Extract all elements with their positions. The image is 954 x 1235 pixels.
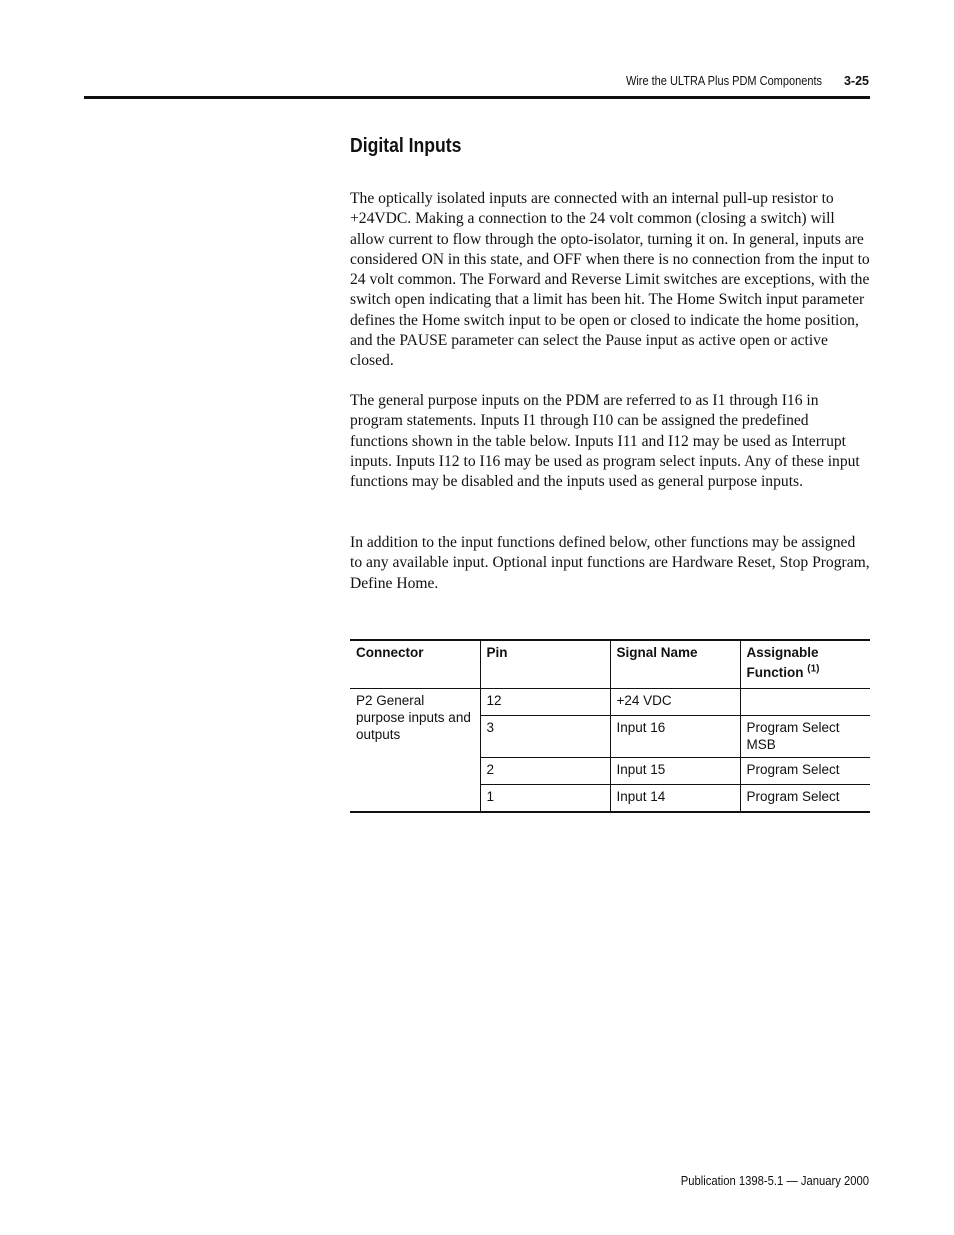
function-cell: Program Select [740, 758, 870, 785]
section-heading: Digital Inputs [350, 135, 462, 157]
body-paragraph-3 [350, 533, 870, 594]
paragraph-text: The optically isolated inputs are connected with an internal pull-up resistor to +24VDC. Making a connection to the 24 volt common (closing a switch) will allow current to flow through the opto-isolator, turning it on. In general, inputs are considered ON in this state, and OFF when there is no connection from the input to 24 volt common. The Forward and Reverse Limit switches are exceptions, with the switch open indicating that a limit has been hit. The Home Switch input parameter defines the Home switch input to be open or closed to indicate the home position, and the PAUSE parameter can select the Pause input as active open or active closed. [350, 190, 870, 370]
footnote-ref: (1) [807, 663, 820, 675]
function-cell: Program Select [740, 785, 870, 813]
header-signal-name: Signal Name [610, 640, 740, 689]
pin-cell: 12 [480, 689, 610, 716]
signal-cell: Input 14 [610, 785, 740, 813]
table-row [350, 689, 870, 716]
header-assignable-function [740, 640, 870, 689]
signal-cell: Input 15 [610, 758, 740, 785]
publication-footer: Publication 1398-5.1 — January 2000 [680, 1174, 869, 1188]
signal-cell: +24 VDC [610, 689, 740, 716]
function-cell: Program Select MSB [740, 716, 870, 758]
header-pin: Pin [480, 640, 610, 689]
header-connector: Connector [356, 645, 424, 660]
pin-cell: 3 [486, 720, 495, 735]
pin-cell: 2 [486, 762, 495, 777]
running-header-title: Wire the ULTRA Plus PDM Components [625, 74, 822, 88]
digital-inputs-table [350, 639, 870, 813]
connector-cell: P2 General purpose inputs and outputs [350, 689, 480, 813]
header-rule [84, 96, 870, 99]
paragraph-text: In addition to the input functions defined below, other functions may be assigned to any available input. Optional input functions are Hardware Reset, Stop Program, Define Home. [350, 534, 870, 592]
body-paragraph-2 [350, 391, 870, 492]
page-number: 3-25 [843, 74, 869, 88]
body-paragraph-1 [350, 189, 870, 372]
table-header-row [350, 640, 870, 689]
paragraph-text: The general purpose inputs on the PDM are referred to as I1 through I16 in program statements. Inputs I1 through I10 can be assigned the predefined functions shown in the table below. Inputs I11 and I12 may be used as Interrupt inputs. Inputs I12 to I16 may be used as program select inputs. Any of these input functions may be disabled and the inputs used as general purpose inputs. [350, 392, 860, 491]
header-assignable-function-label: Assignable Function [746, 645, 819, 680]
pin-cell: 1 [486, 789, 495, 804]
function-cell [740, 689, 870, 716]
signal-cell: Input 16 [610, 716, 740, 758]
